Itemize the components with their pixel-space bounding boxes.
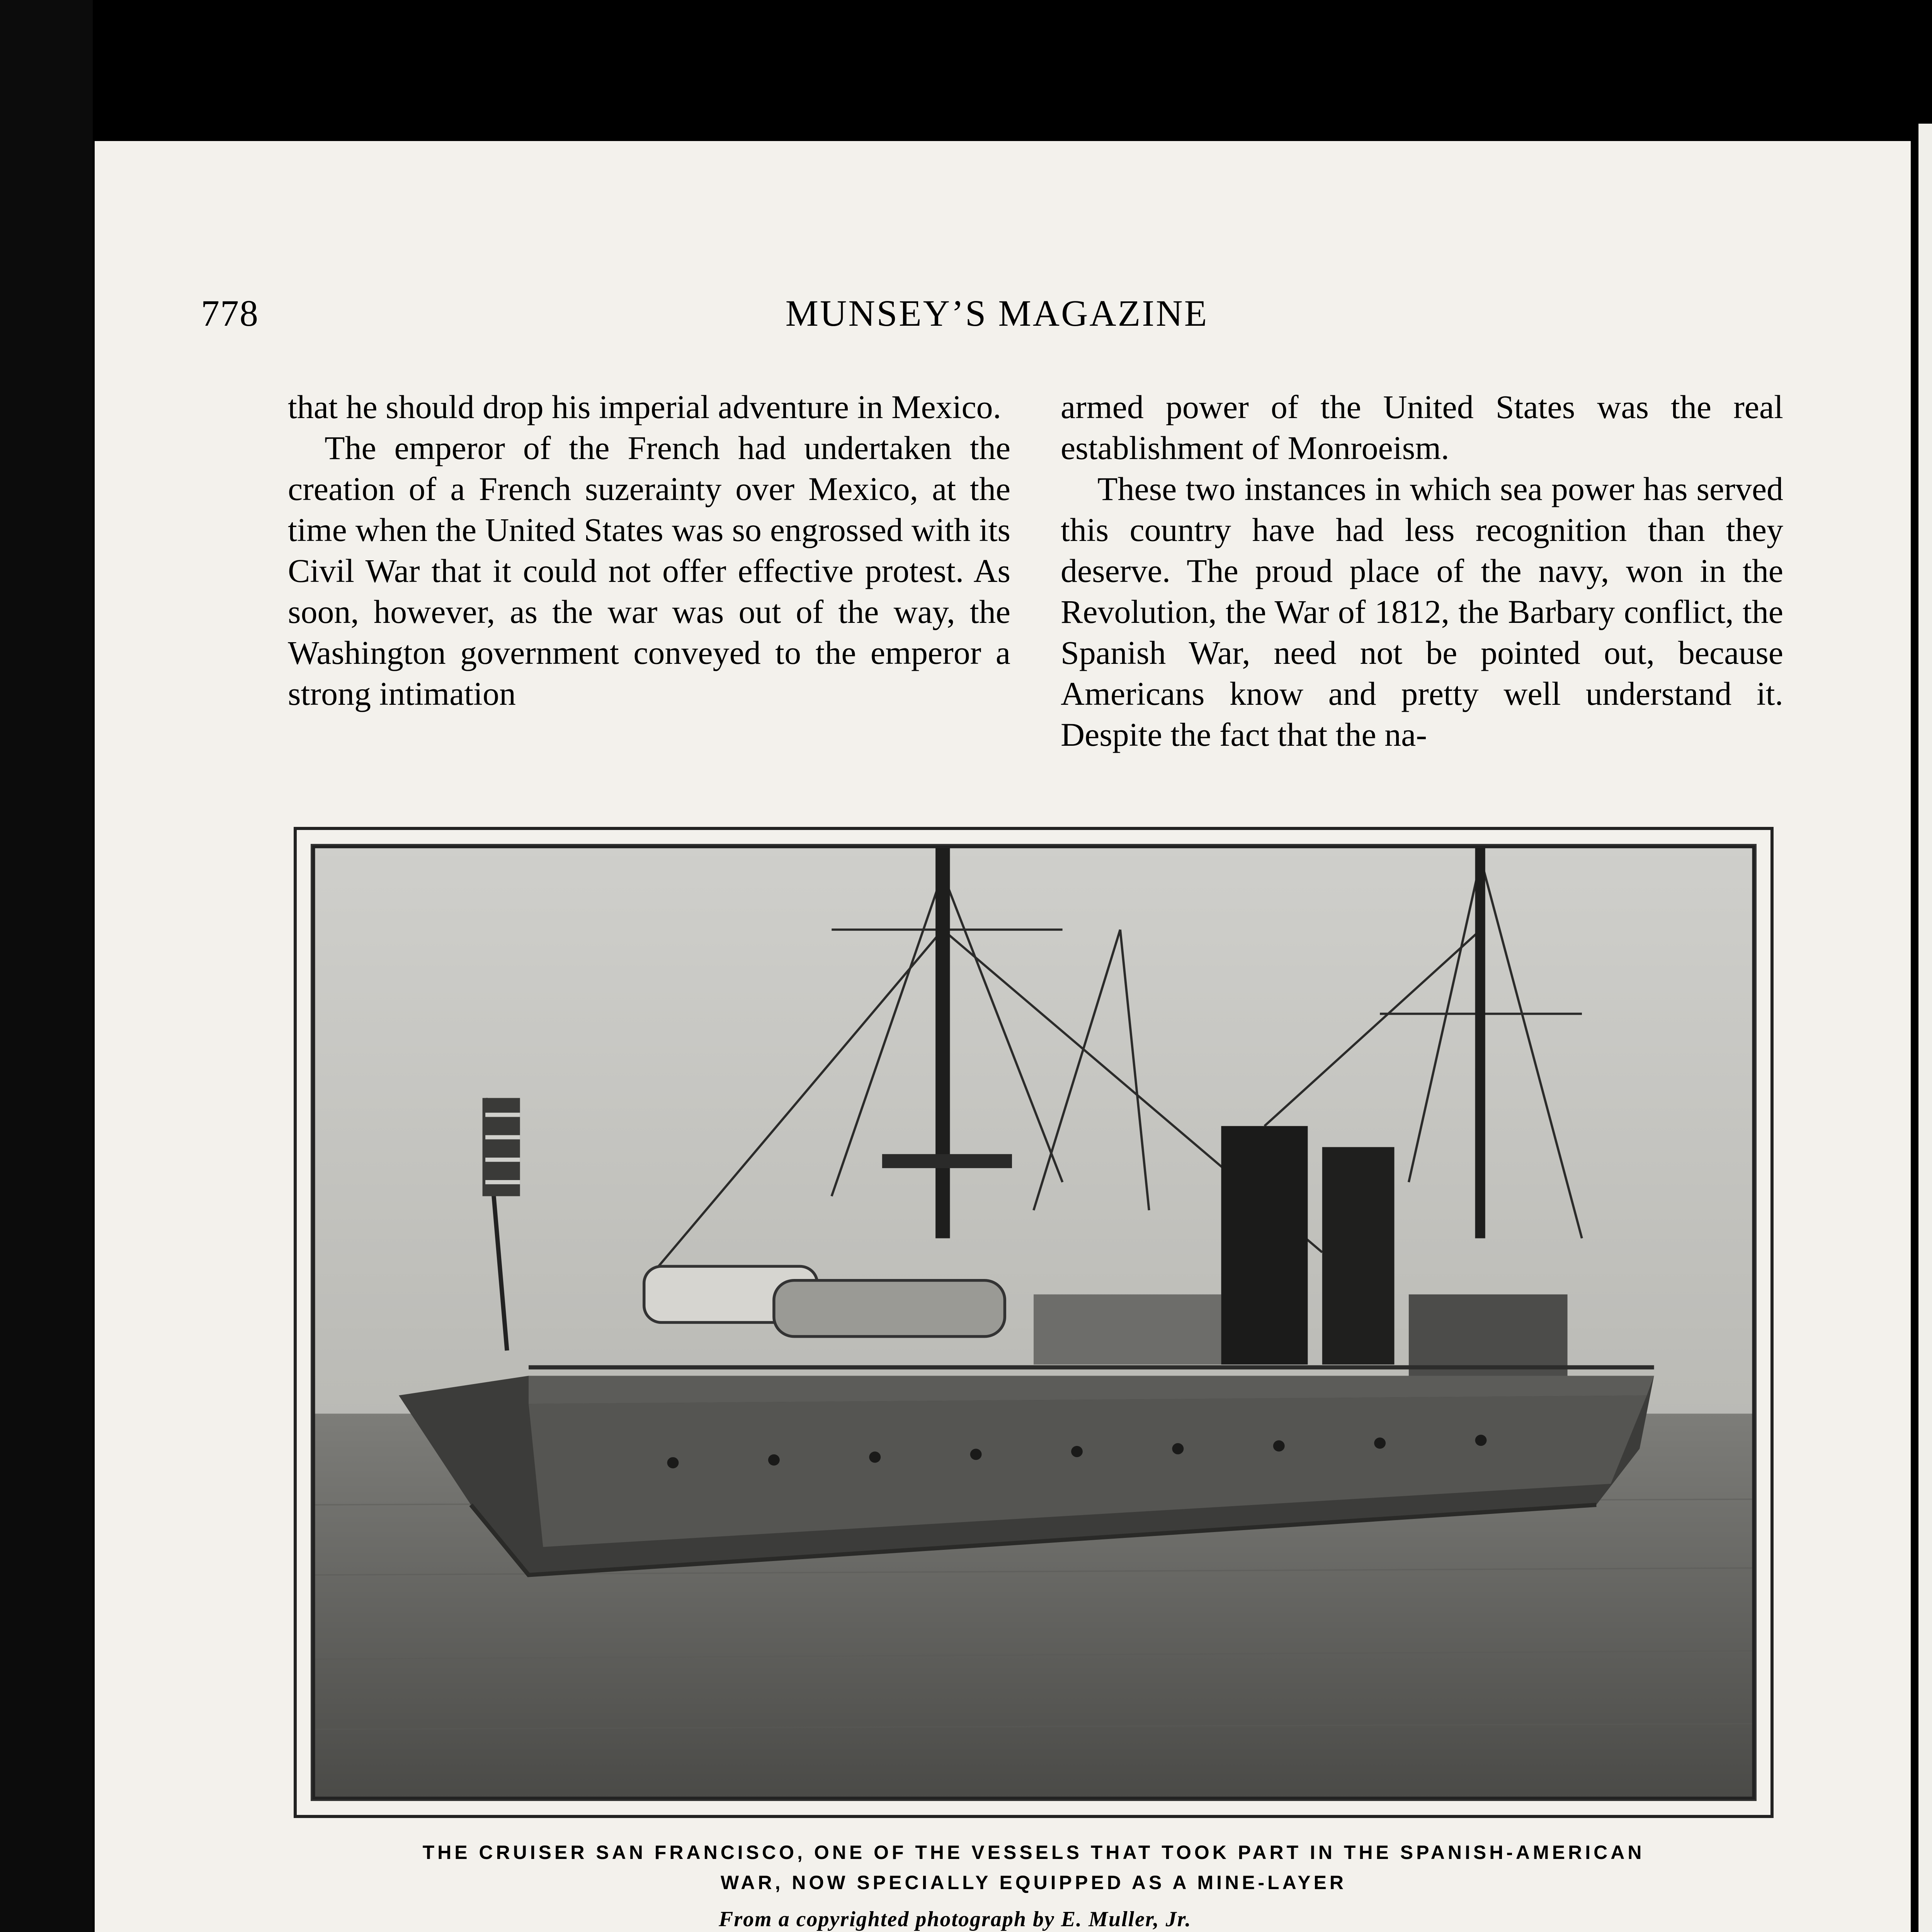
- paragraph: armed power of the United States was the real establishment of Monroeism.: [1061, 388, 1783, 466]
- text-column-top-right: [1061, 386, 1783, 755]
- paragraph: The emperor of the French had undertaken the creation of a French suzerainty over Mexico, at the time when the United States was so engrossed with its Civil War that it could not offer effective protest. As soon, however, as the war was out of the way, the Washington government conveyed to the emperor a strong intimation: [288, 429, 1010, 712]
- photo-plate: [294, 827, 1774, 1818]
- text-column-top-left: [288, 386, 1010, 714]
- running-head: MUNSEY’S MAGAZINE: [785, 293, 1209, 334]
- cruiser-image: [312, 845, 1755, 1799]
- ship-photograph: [311, 844, 1757, 1801]
- paragraph: These two instances in which sea power has served this country have had less recognition than they deserve. The proud place of the navy, won in the Revolution, the War of 1812, the Barbary conflict, the Spanish War, need not be pointed out, because Americans know and pretty well understand it. Despite the fact that the na-: [1061, 470, 1783, 753]
- scan-left-border: [0, 0, 93, 1932]
- caption-line: THE CRUISER SAN FRANCISCO, ONE OF THE VESSELS THAT TOOK PART IN THE SPANISH-AMERICAN: [422, 1842, 1645, 1863]
- caption-line: WAR, NOW SPECIALLY EQUIPPED AS A MINE-LAYER: [720, 1872, 1347, 1893]
- page-number: 778: [201, 293, 259, 334]
- figure-caption: [309, 1837, 1758, 1898]
- paragraph: that he should drop his imperial adventure in Mexico.: [288, 388, 1002, 425]
- adjacent-page-edge: [1918, 124, 1932, 1932]
- photo-credit: From a copyrighted photograph by E. Muller, Jr.: [719, 1907, 1192, 1931]
